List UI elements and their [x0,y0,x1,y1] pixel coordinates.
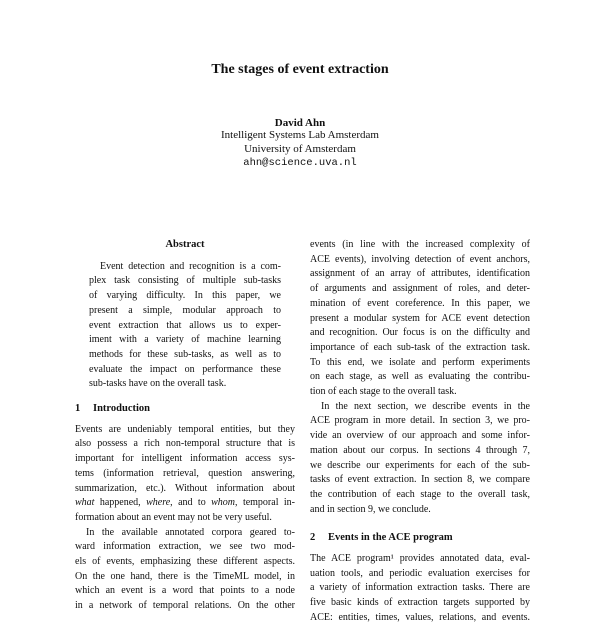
text-line: and in section 9, we conclude. [310,503,431,515]
text-line: vide an overview of our approach and some infor- [310,430,530,442]
text-line: event extraction that allows us to exper- [89,319,281,331]
text-line: uation tools, and periodic evaluation exercises for [310,567,530,579]
text-line: of arguments and assignment of roles, and deter- [310,283,530,295]
text-line: important for intelligent information access sys- [75,453,295,465]
section-1-number: 1 [75,403,81,415]
text-line: ACE events), involving detection of event anchors, [310,253,530,265]
abstract-body [75,260,295,392]
section-2-number: 2 [310,532,316,544]
right-column-body [310,238,530,517]
text-line: on each stage, as well as evaluating the contribu- [310,371,530,383]
text-line: In the available annotated corpora geared to- [86,526,295,538]
section-1-body [75,423,295,614]
author-email: ahn@science.uva.nl [243,157,357,169]
section-2-body [310,552,530,626]
text-line: and recognition. Our focus is on the difficulty and [310,327,530,339]
text-line: of varying difficulty. In this paper, we [89,290,281,302]
text-line: a variety of information extraction tasks. There are [310,582,530,594]
text-line: what happened, where, and to whom, temporal in- [75,497,295,509]
text-line: On the one hand, there is the TimeML model, in [75,570,295,582]
left-column [75,238,295,614]
text-line: events (in line with the increased complexity of [310,239,530,250]
right-column [310,238,530,626]
section-1-heading [75,402,295,417]
text-line: methods for these sub-tasks, as well as to [89,348,281,360]
text-line: assignment of an array of attributes, identification [310,268,530,280]
section-2-heading [310,531,530,546]
abstract-heading: Abstract [165,239,205,250]
text-line: also possess a rich non-temporal structure that is [75,438,295,450]
text-line: mation about our corpus. In sections 4 through 7, [310,444,530,456]
text-line: which an event is a word that points to a node [75,585,295,597]
text-line: In the next section, we describe events in the [321,400,530,412]
text-line: formation about an event may not be very useful. [75,511,272,523]
text-line: Event detection and recognition is a com- [100,260,281,272]
text-line: present a modular system for ACE event detection [310,312,530,324]
author-name: David Ahn [274,117,326,129]
text-line: ward information extraction, we see two mod- [75,541,295,553]
text-line: tion of each stage to the overall task. [310,386,457,398]
text-line: present a simple, modular approach to [89,304,281,316]
text-line: in a network of temporal relations. On the other [75,600,295,612]
author-affiliation-university: University of Amsterdam [244,143,356,155]
text-line: The ACE program¹ provides annotated data, eval- [310,553,530,565]
text-line: els of events, emphasizing these different aspects. [75,556,295,568]
text-line: we describe our experiments for each of the sub- [310,459,530,471]
text-line: importance of each sub-task of the extraction task. [310,341,530,353]
text-line: To this end, we isolate and perform experiments [310,356,530,368]
section-1-title: Introduction [93,403,150,415]
text-line: five basic kinds of extraction targets supported by [310,597,530,609]
text-line: iment with a variety of machine learning [89,334,281,346]
paper-title: The stages of event extraction [211,62,389,77]
text-line: sub-tasks have on the overall task. [89,378,227,390]
text-line: tems (information retrieval, question answering, [75,467,295,479]
text-line: evaluate the impact on performance these [89,363,281,375]
text-line: summarization, etc.). Without information about [75,482,295,494]
text-line: Events are undeniably temporal entities, but they [75,423,295,435]
text-line: ACE: entities, times, values, relations, and events. [310,611,530,623]
author-affiliation-lab: Intelligent Systems Lab Amsterdam [221,129,379,141]
text-line: the contribution of each stage to the overall task, [310,488,530,500]
text-line: mination of event coreference. In this paper, we [310,297,530,309]
text-line: ACE program in more detail. In section 3, we pro- [310,415,530,427]
section-2-title: Events in the ACE program [328,532,453,544]
text-line: tasks of event extraction. In section 8, we compare [310,474,530,486]
text-line: plex task consisting of multiple sub-tasks [89,275,281,287]
